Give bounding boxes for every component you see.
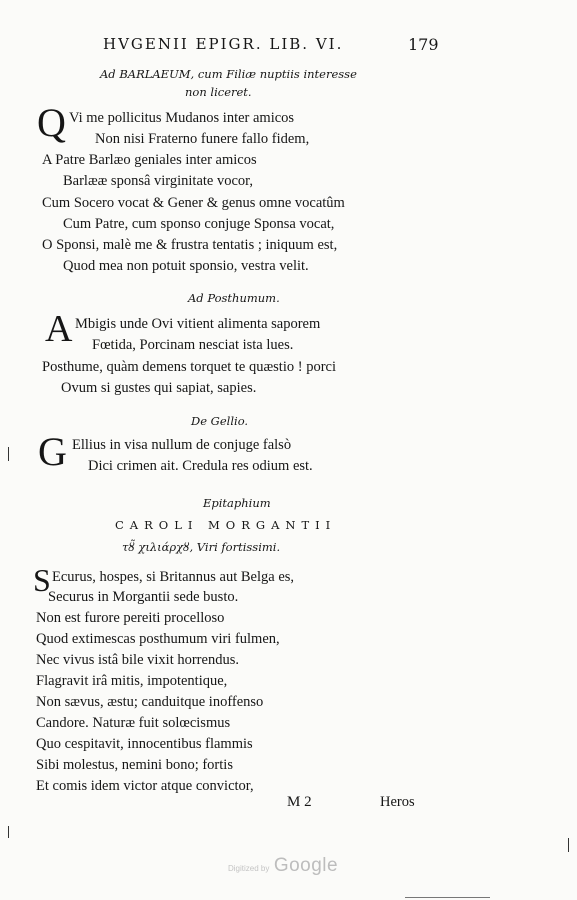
poem1-line-7: O Sponsi, malè me & frustra tentatis ; iniquum est, — [42, 237, 338, 253]
signature-mark: M 2 — [287, 794, 312, 810]
poem2-title: Ad Posthumum. — [188, 291, 280, 305]
poem4-line-3: Non est furore pereiti procelloso — [36, 610, 225, 626]
margin-tick — [8, 447, 9, 461]
bottom-rule — [405, 897, 490, 898]
poem4-line-9: Quo cespitavit, innocentibus flammis — [36, 736, 253, 752]
poem3-line-2: Dici crimen ait. Credula res odium est. — [88, 458, 313, 474]
page-number: 179 — [408, 35, 439, 54]
poem4-line-4: Quod extimescas posthumum viri fulmen, — [36, 631, 280, 647]
poem4-drop-initial: S — [33, 562, 51, 598]
poem4-line-2: Securus in Morgantii sede busto. — [48, 589, 239, 605]
poem3-drop-initial: G — [38, 429, 67, 474]
poem1-line-3: A Patre Barlæo geniales inter amicos — [42, 152, 257, 168]
poem3-line-1: Ellius in visa nullum de conjuge falsò — [72, 437, 292, 453]
google-watermark — [228, 855, 338, 877]
poem4-title-2: CAROLI MORGANTII — [115, 518, 337, 532]
watermark-digitized-text: Digitized by — [228, 864, 270, 873]
margin-tick — [8, 826, 9, 838]
poem4-line-11: Et comis idem victor atque convictor, — [36, 778, 254, 794]
poem1-drop-initial: Q — [37, 100, 66, 145]
poem4-line-5: Nec vivus istâ bile vixit horrendus. — [36, 652, 239, 668]
poem4-line-8: Candore. Naturæ fuit solœcismus — [36, 715, 231, 731]
poem2-drop-initial: A — [45, 308, 73, 350]
poem2-line-3: Posthume, quàm demens torquet te quæstio ! porci — [42, 359, 336, 375]
google-logo: Google — [273, 855, 339, 876]
poem3-title: De Gellio. — [191, 414, 249, 428]
poem2-line-1: Mbigis unde Ovi vitient alimenta saporem — [75, 316, 321, 332]
poem1-line-8: Quod mea non potuit sponsio, vestra velit. — [63, 258, 309, 274]
poem4-line-10: Sibi molestus, nemini bono; fortis — [36, 757, 233, 773]
poem1-title-line1: Ad BARLAEUM, cum Filiæ nuptiis interesse — [100, 67, 357, 81]
poem4-line-6: Flagravit irâ mitis, impotentique, — [36, 673, 228, 689]
catchword: Heros — [380, 794, 415, 810]
poem1-line-2: Non nisi Fraterno funere fallo fidem, — [95, 131, 310, 147]
poem1-line-1: Vi me pollicitus Mudanos inter amicos — [69, 110, 295, 126]
poem2-line-2: Fœtida, Porcinam nesciat ista lues. — [92, 337, 294, 353]
poem1-title-line2: non liceret. — [185, 85, 252, 99]
poem4-line-1: Ecurus, hospes, si Britannus aut Belga es, — [52, 569, 295, 585]
poem4-title-3: τȣ̃ χιλιάρχȣ, Viri fortissimi. — [122, 540, 281, 554]
poem2-line-4: Ovum si gustes qui sapiat, sapies. — [61, 380, 257, 396]
poem4-title-1: Epitaphium — [203, 496, 271, 510]
poem4-line-7: Non sævus, æstu; canduitque inoffenso — [36, 694, 264, 710]
margin-tick — [568, 838, 569, 852]
running-header: HVGENII EPIGR. LIB. VI. — [103, 35, 344, 53]
poem1-line-5: Cum Socero vocat & Gener & genus omne vocatûm — [42, 195, 345, 211]
poem1-line-4: Barlææ sponsâ virginitate vocor, — [63, 173, 254, 189]
poem1-line-6: Cum Patre, cum sponso conjuge Sponsa vocat, — [63, 216, 335, 232]
